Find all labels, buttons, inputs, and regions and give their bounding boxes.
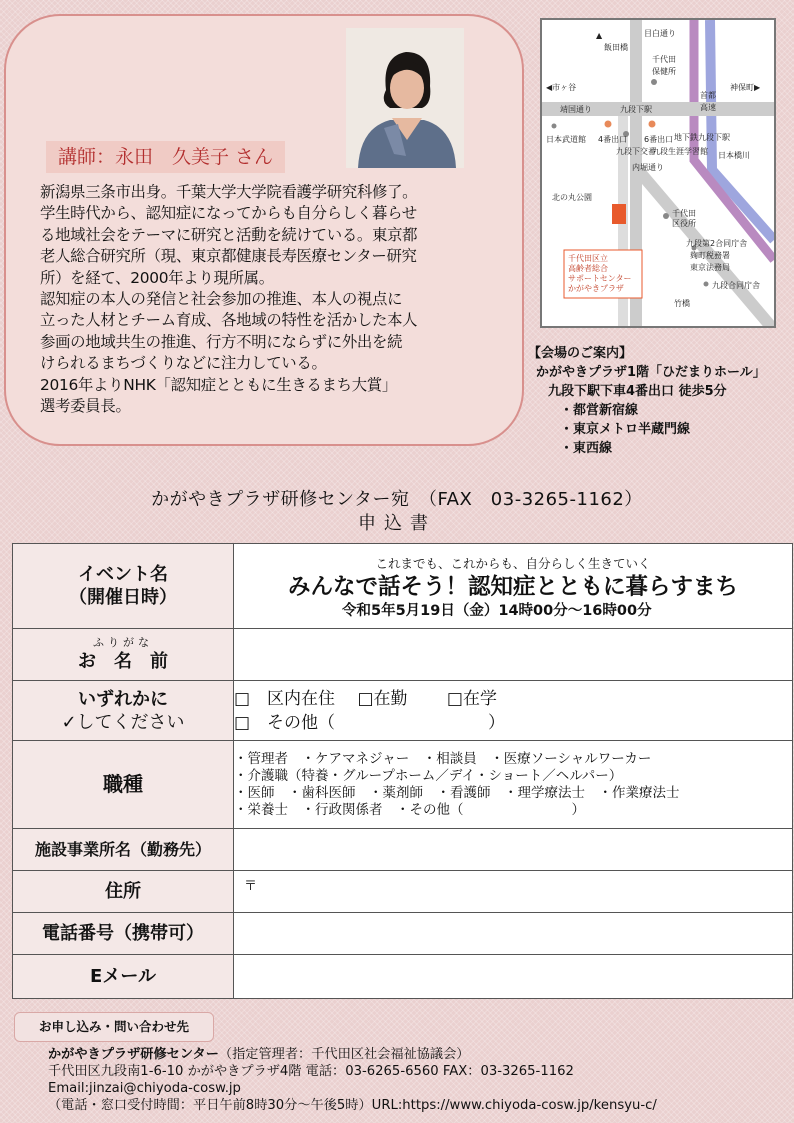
bio-line: 立った人材とチーム育成、各地域の特性を活かした本人 [40,311,418,330]
map-label-hoken: 千代田 [652,55,676,64]
contact-hours[interactable]: （電話・窓口受付時間：平日午前8時30分～午後5時）URL:https://www.chiyoda-cosw.jp/kensyu-c/ [48,1098,657,1113]
facility-label: 施設事業所名（勤務先） [13,829,234,871]
map-label-kuyakusho: 区役所 [672,219,696,228]
map-label-godo: 九段合同庁舎 [712,281,760,290]
contact-info [48,1046,788,1114]
name-label: お 名 前 [78,651,168,672]
bio-line: 選考委員長。 [40,397,131,416]
map-label-gakugei: 九段生涯学習館 [652,147,708,156]
email-input[interactable] [234,955,793,999]
bio-line: 参画の地域共生の推進、行方不明にならずに外出を続 [40,332,403,351]
job-option-line[interactable]: ・介護職（特養・グループホーム／デイ・ショート／ヘルパー） [234,767,623,784]
godo-marker [704,282,709,287]
bio-line: 老人総合研究所（現、東京都健康長寿医療センター研究 [40,247,417,266]
contact-org: かがやきプラザ研修センター [48,1047,219,1062]
facility-input[interactable] [234,829,793,871]
form-row-phone [13,913,793,955]
form-title: 申込書 [358,513,436,534]
north-arrow: ▲ [596,31,603,40]
venue-label: かがやきプラザ [568,284,624,293]
venue-label: サポートセンター [568,274,632,283]
address-label: 住所 [13,871,234,913]
job-option-line[interactable]: ・管理者 ・ケアマネジャー ・相談員 ・医療ソーシャルワーカー [234,750,652,767]
river-line [710,20,774,240]
residence-label-cell [13,681,234,741]
lecturer-bio [40,182,508,417]
access-line: ・東西線 [560,441,613,456]
event-label-line: イベント名 [78,564,168,585]
map-label-jimbocho: 神保町▶ [730,83,761,92]
map-label-exit4: 4番出口 [598,135,628,144]
map-label-homukyoku: 東京法務局 [690,263,730,272]
bio-line: る地域社会をテーマに研究と活動を続けている。東京都 [40,225,418,244]
map-label-iidabashi: 飯田橋 [604,43,628,52]
kuyakusho-marker [663,213,669,219]
access-heading: 【会場のご案内】 [528,346,633,361]
lecturer-photo [346,28,464,168]
map-label-yasukuni: 靖国通り [560,105,592,114]
map-label-mejiro: 目白通り [644,29,676,38]
residence-options[interactable] [234,681,793,741]
address-input[interactable] [234,871,793,913]
job-option-line[interactable]: ・栄養士 ・行政関係者 ・その他（ ） [234,801,585,818]
map-label-hoken: 保健所 [652,67,676,76]
map-graphic [542,20,774,326]
bio-line: 学生時代から、認知症になってからも自分らしく暮らせ [40,204,417,223]
map-label-takebashi: 竹橋 [674,299,690,308]
furigana-label: ふりがな [93,636,153,649]
form-row-event [13,544,793,629]
event-title: みんなで話そう！認知症とともに暮らすまち [287,574,738,600]
contact-org-note: （指定管理者：千代田区社会福祉協議会） [218,1047,470,1062]
map-label-exit6: 6番出口 [644,135,674,144]
access-line: ・都営新宿線 [560,403,639,418]
email-label: Eメール [13,955,234,999]
exit6-marker [649,121,656,128]
contact-address: 千代田区九段南1-6-10 かがやきプラザ4階 電話：03-6265-6560 FAX：03-3265-1162 [48,1064,574,1079]
form-row-name [13,629,793,681]
form-row-email [13,955,793,999]
bio-line: 新潟県三条市出身。千葉大学大学院看護学研究科修了。 [40,183,418,201]
form-row-residence [13,681,793,741]
form-header [0,488,794,536]
event-label [13,544,234,629]
phone-input[interactable] [234,913,793,955]
map-label-koban: 九段下交番 [616,147,656,156]
phone-label: 電話番号（携帯可） [13,913,234,955]
uchibori-road [638,170,774,326]
map-label-kudanshita: 九段下駅 [620,105,652,114]
contact-label: お申し込み・問い合わせ先 [14,1012,214,1042]
map-label-kuyakusho: 千代田 [672,209,696,218]
map-label-budokan: 日本武道館 [546,135,586,144]
map-label-godo2: 九段第2合同庁舎 [686,239,748,248]
name-label-cell [13,629,234,681]
event-label-line: （開催日時） [69,587,177,608]
map-label-shuto: 高速 [700,103,716,112]
lecturer-portrait-graphic [346,28,464,168]
form-row-job [13,741,793,829]
form-addressee: かがやきプラザ研修センター宛 （FAX 03-3265-1162） [151,489,643,510]
access-station: 九段下駅下車4番出口 徒歩5分 [548,384,727,399]
job-options[interactable] [234,741,793,829]
name-input[interactable] [234,629,793,681]
job-option-line[interactable]: ・医師 ・歯科医師 ・薬剤師 ・看護師 ・理学療法士 ・作業療法士 [234,784,680,801]
budokan-marker [552,124,557,129]
map-label-nihonbashigawa: 日本橋川 [718,151,750,160]
residence-label: いずれかに [78,688,168,710]
event-subtitle: これまでも、これからも、自分らしく生きていく [375,556,651,571]
bio-line: けられるまちづくりなどに注力している。 [40,354,327,373]
event-date: 令和5年5月19日（金）14時00分～16時00分 [342,603,652,619]
map-label-kojimachi: 麹町税務署 [690,251,730,260]
map-label-shuto: 首都 [700,91,716,100]
venue-map [540,18,776,328]
access-hall: かがやきプラザ1階「ひだまりホール」 [536,365,766,380]
venue-access [528,344,792,458]
map-label-ichigaya: ◀市ヶ谷 [546,83,577,92]
access-line: ・東京メトロ半蔵門線 [560,422,691,437]
map-label-chikatetsu: 地下鉄九段下駅 [674,133,730,142]
bio-line: 2016年よりNHK「認知症とともに生きるまち大賞」 [40,375,397,394]
map-label-kitanomaru: 北の丸公園 [552,193,592,202]
venue-marker [612,204,626,224]
hokenjo-marker [651,79,657,85]
residence-option-line[interactable]: □ 区内在住 □在勤 □在学 [234,688,497,709]
bio-line: 認知症の本人の発信と社会参加の推進、本人の視点に [40,290,403,309]
map-label-uchibori: 内堀通り [632,163,664,172]
contact-email[interactable]: Email:jinzai@chiyoda-cosw.jp [48,1081,241,1096]
job-label: 職種 [13,741,234,829]
postal-mark: 〒 [244,879,258,894]
exit4-marker [605,121,612,128]
event-info [234,544,793,629]
form-row-address [13,871,793,913]
venue-label: 千代田区立 [568,254,608,263]
venue-label: 高齢者総合 [568,264,608,273]
residence-option-line[interactable]: □ その他（ ） [234,712,506,733]
form-row-facility [13,829,793,871]
lecturer-name: 講師：永田 久美子 さん [46,141,285,173]
bio-line: 所）を経て、2000年より現所属。 [40,268,274,287]
residence-label: ✓してください [61,711,185,733]
application-form [12,543,793,999]
